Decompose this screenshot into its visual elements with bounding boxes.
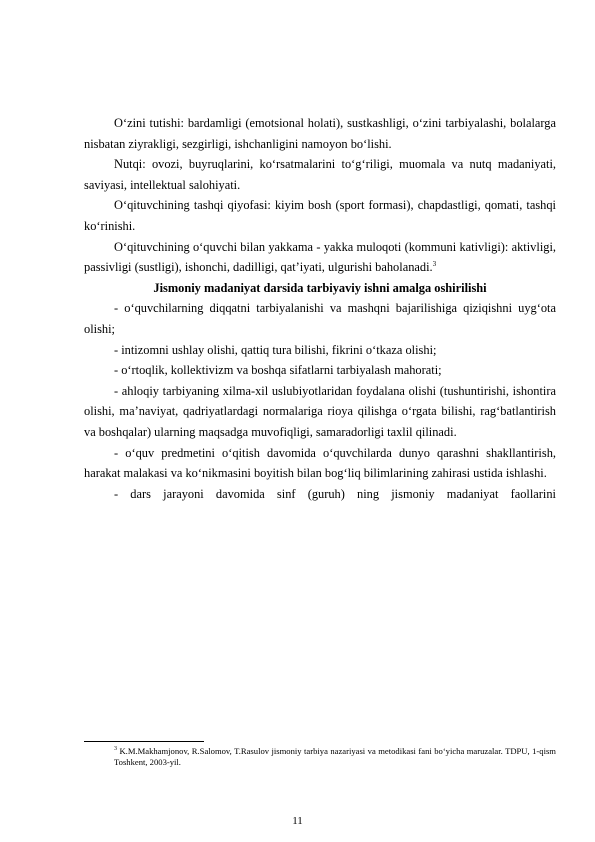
footnote-separator	[84, 741, 204, 742]
paragraph-communication-text: O‘qituvchining o‘quvchi bilan yakkama - yakka muloqoti (kommuni kativligi): aktivligi, passivligi (sustligi), ishonchi, dadilligi, qat’iyati, ulgurishi baholanadi.	[84, 239, 556, 275]
footnote-text: K.M.Makhamjonov, R.Salomov, T.Rasulov jismoniy tarbiya nazariyasi va metodikasi fani bo‘yicha maruzalar. TDPU, 1-qism Toshkent, 2003-yil.	[114, 746, 556, 767]
paragraph-communication	[84, 237, 556, 278]
list-item: - o‘quvchilarning diqqatni tarbiyalanishi va mashqni bajarilishiga qiziqishni uyg‘ota olishi;	[84, 301, 556, 336]
list-item: - o‘rtoqlik, kollektivizm va boshqa sifatlarni tarbiyalash mahorati;	[114, 363, 442, 378]
list-item: - o‘quv predmetini o‘qitish davomida o‘quvchilarda dunyo qarashni shakllantirish, harakat malakasi va ko‘nikmasini boyitish bilan bog‘liq bilimlarining zahirasi ustida ishlashi.	[84, 445, 556, 481]
list-item: - ahloqiy tarbiyaning xilma-xil uslubiyotlaridan foydalana olishi (tushuntirishi, ishontira olishi, ma’naviyat, qadriyatlardagi normalariga rioya qilishga o‘rgata bilishi, rag‘batlantirish va boshqalar) ularning maqsadga muvofiqligi, samaradorligi taxlil qilinadi.	[84, 383, 556, 439]
paragraph-appearance: O‘qituvchining tashqi qiyofasi: kiyim bosh (sport formasi), chapdastligi, qomati, tashqi ko‘rinishi.	[84, 198, 556, 233]
list-item: - dars jarayoni davomida sinf (guruh) ning jismoniy madaniyat faollarini	[114, 486, 556, 501]
paragraph-speech: Nutqi: ovozi, buyruqlarini, ko‘rsatmalarini to‘g‘riligi, muomala va nutq madaniyati, saviyasi, intellektual salohiyati.	[84, 157, 556, 192]
footnote	[114, 746, 556, 768]
page-number: 11	[292, 815, 303, 827]
paragraph-behavior: O‘zini tutishi: bardamligi (emotsional holati), sustkashligi, o‘zini tarbiyalashi, bolalarga nisbatan ziyrakligi, sezgirligi, ishchanligini namoyon bo‘lishi.	[84, 116, 556, 151]
list-item: - intizomni ushlay olishi, qattiq tura bilishi, fikrini o‘tkaza olishi;	[114, 342, 437, 357]
section-heading: Jismoniy madaniyat darsida tarbiyaviy ishni amalga oshirilishi	[153, 280, 487, 295]
body-text	[84, 113, 556, 504]
footnote-reference: 3	[432, 260, 437, 269]
footnote-marker: 3	[114, 746, 117, 753]
